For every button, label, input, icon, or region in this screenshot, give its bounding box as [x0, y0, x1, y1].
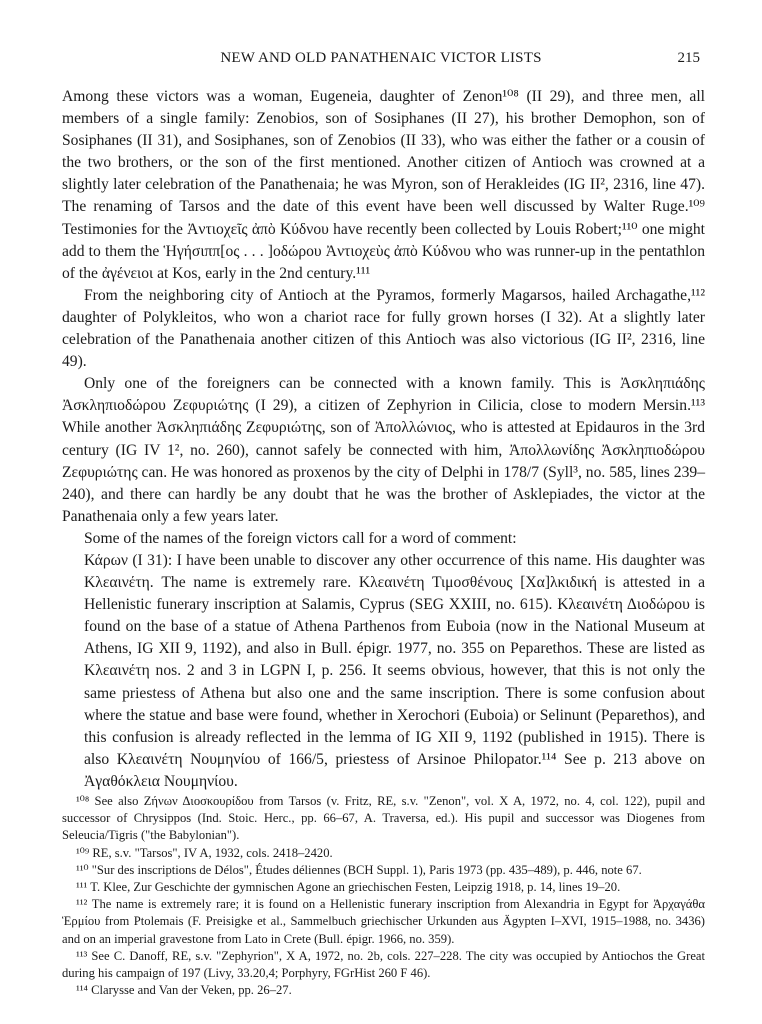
- footnote: ¹⁰⁹ RE, s.v. "Tarsos", IV A, 1932, cols. 2418–2420.: [76, 845, 333, 860]
- page-number: 215: [677, 50, 700, 66]
- body-paragraph: Only one of the foreigners can be connected with a known family. This is Ἀσκληπιάδης Ἀσκληπιοδώρου Ζεφυριώτης (I 29), a citizen of Zephyrion in Cilicia, close to modern Mersin.¹¹³ While another Ἀσκληπιάδης Ζεφυριώτης, son of Ἀπολλώνιος, who is attested at Epidauros in the 3rd century (IG IV 1², no. 260), cannot safely be connected with him, Ἀπολλωνίδης Ἀσκληπιοδώρου Ζεφυριώτης can. He was honored as proxenos by the city of Delphi in 178/7 (Syll³, no. 585, lines 239–240), and there can hardly be any doubt that he was the brother of Asklepiades, the victor at the Panathenaia only a few years later.: [62, 375, 705, 525]
- footnote: ¹¹³ See C. Danoff, RE, s.v. "Zephyrion", X A, 1972, no. 2b, cols. 227–228. The city was occupied by Antiochos the Great during his campaign of 197 (Livy, 33.20,4; Porphyry, FGrHist 260 F 46).: [62, 948, 705, 981]
- footnote: ¹¹² The name is extremely rare; it is found on a Hellenistic funerary inscription from Alexandria in Egypt for Ἀρχαγάθα Ἑρμίου from Ptolemais (F. Preisigke et al., Sammelbuch griechischer Urkunden aus Ägypten I–XVI, 1915–1988, no. 3436) and on an imperial gravestone from Lato in Crete (Bull. épigr. 1966, no. 359).: [62, 897, 705, 946]
- main-text: [62, 86, 705, 793]
- footnote: ¹⁰⁸ See also Ζήνων Διοσκουρίδου from Tarsos (v. Fritz, RE, s.v. "Zenon", vol. X A, 1972, no. 4, col. 122), pupil and successor of Chrysippos (Ind. Stoic. Herc., pp. 66–67, A. Traversa, ed.). His pupil and successor was Diogenes from Seleucia/Tigris ("the Babylonian").: [62, 794, 705, 843]
- footnote: ¹¹⁰ "Sur des inscriptions de Délos", Études déliennes (BCH Suppl. 1), Paris 1973 (pp. 435–489), p. 446, note 67.: [76, 862, 642, 877]
- body-paragraph: Among these victors was a woman, Eugeneia, daughter of Zenon¹⁰⁸ (II 29), and three men, all members of a single family: Zenobios, son of Sosiphanes (II 27), his brother Demophon, son of Sosiphanes (II 31), and Sosiphanes, son of Zenobios (II 33), who was either the father or a cousin of the two brothers, or the son of the first mentioned. Another citizen of Antioch was crowned at a slightly later celebration of the Panathenaia; he was Myron, son of Herakleides (IG II², 2316, line 47). The renaming of Tarsos and the date of this event have been well discussed by Walter Ruge.¹⁰⁹ Testimonies for the Ἀντιοχεῖς ἀπὸ Κύδνου have recently been collected by Louis Robert;¹¹⁰ one might add to them the Ἡγήσιππ[ος . . . ]οδώρου Ἀντιοχεὺς ἀπὸ Κύδνου who was runner-up in the pentathlon of the ἀγένειοι at Kos, early in the 2nd century.¹¹¹: [62, 88, 705, 282]
- body-paragraph: From the neighboring city of Antioch at the Pyramos, formerly Magarsos, hailed Archagathe,¹¹² daughter of Polykleitos, who won a chariot race for fully grown horses (I 32). At a slightly later celebration of the Panathenaia another citizen of this Antioch was also victorious (IG II², 2316, line 49).: [62, 286, 705, 371]
- footnote: ¹¹⁴ Clarysse and Van der Veken, pp. 26–27.: [76, 983, 292, 998]
- footnote: ¹¹¹ T. Klee, Zur Geschichte der gymnischen Agone an griechischen Festen, Leipzig 1918, p. 14, lines 19–20.: [76, 880, 621, 895]
- body-paragraph: Some of the names of the foreign victors call for a word of comment:: [84, 529, 517, 547]
- name-comment-entry: Κάρων (I 31): I have been unable to discover any other occurrence of this name. His daughter was Κλεαινέτη. The name is extremely rare. Κλεαινέτη Τιμοσθένους [Χα]λκιδική is attested in a Hellenistic funerary inscription at Salamis, Cyprus (SEG XXIII, no. 615). Κλεαινέτη Διοδώρου is found on the base of a statue of Athena Parthenos from Euboia (now in the National Museum at Athens, IG XII 9, 1192), and also in Bull. épigr. 1977, no. 355 on Peparethos. These are listed as Κλεαινέτη nos. 2 and 3 in LGPN I, p. 256. It seems obvious, however, that this is not only the same priestess of Athena but also one and the same inscription. There is some confusion about where the statue and base were found, whether in Xerochori (Euboia) or Selinunt (Peparethos), and this confusion is already reflected in the lemma of IG XII 9, 1192 (published in 1915). There is also Κλεαινέτη Νουμηνίου of 166/5, priestess of Arsinoe Philopator.¹¹⁴ See p. 213 above on Ἀγαθόκλεια Νουμηνίου.: [84, 551, 705, 790]
- running-title: NEW AND OLD PANATHENAIC VICTOR LISTS: [220, 50, 542, 66]
- running-head: [62, 50, 700, 72]
- footnotes: [62, 793, 705, 999]
